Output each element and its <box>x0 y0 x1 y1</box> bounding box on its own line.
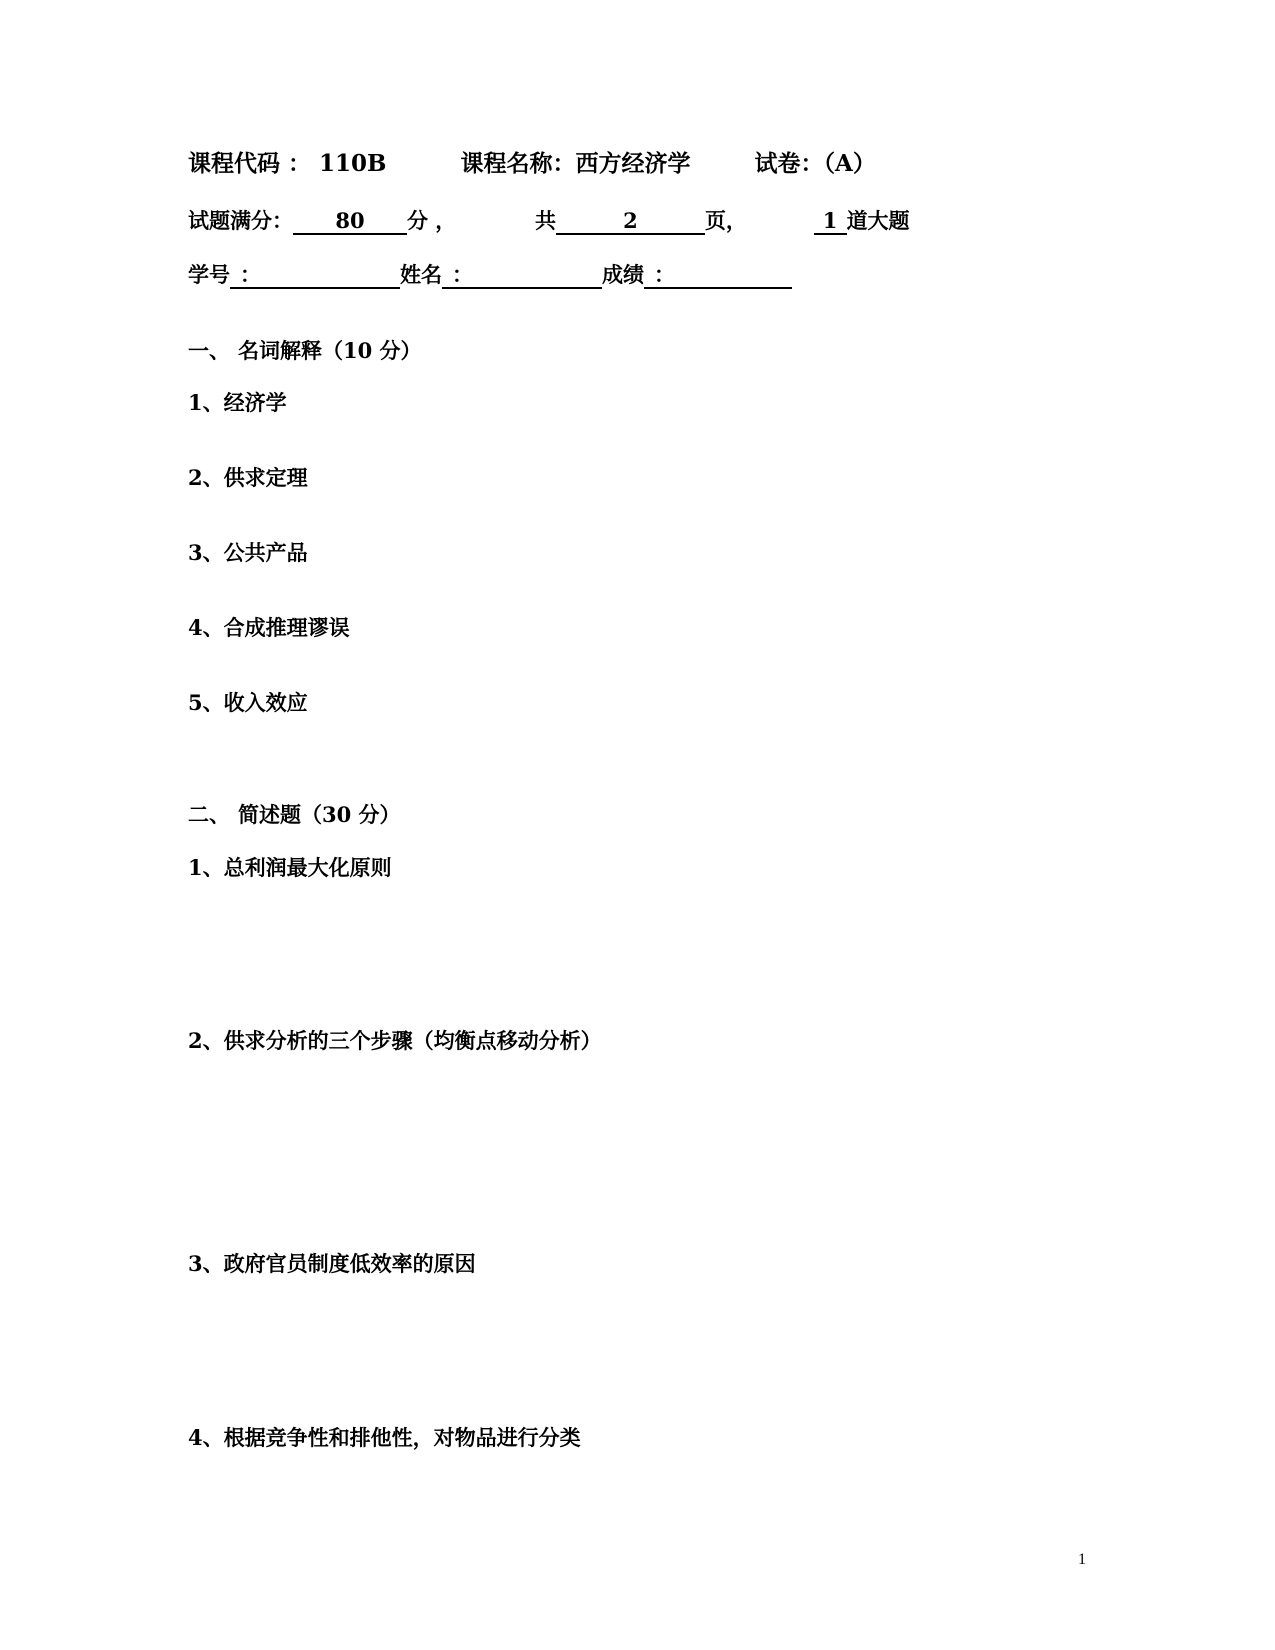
course-code: 110B <box>319 150 387 177</box>
course-name: 西方经济学 <box>575 150 691 177</box>
question-item: 5、收入效应 <box>188 690 308 715</box>
page-count: 2 <box>556 210 705 235</box>
question-item: 2、供求定理 <box>188 465 308 490</box>
student-info <box>188 264 792 289</box>
question-item: 1、经济学 <box>188 390 287 415</box>
score-unit: 分 ， <box>407 208 457 233</box>
full-score: 80 <box>293 210 407 235</box>
section-2-title: 简述题（30 分） <box>238 802 401 827</box>
pages-prefix: 共 <box>534 208 556 233</box>
section-2-heading <box>188 804 401 825</box>
question-count: 1 <box>814 210 847 235</box>
course-code-label: 课程代码 ： <box>188 150 312 177</box>
section-1-title: 名词解释（10 分） <box>238 338 422 363</box>
question-item: 1、总利润最大化原则 <box>188 855 392 880</box>
section-1-number: 一、 <box>188 338 230 363</box>
score-label: 试题满分： <box>188 208 293 233</box>
section-2-number: 二、 <box>188 802 230 827</box>
pages-unit: 页， <box>704 208 747 233</box>
paper-label: 试卷： <box>754 150 824 177</box>
question-item: 3、政府官员制度低效率的原因 <box>188 1251 476 1276</box>
grade-label: 成绩 <box>602 262 644 287</box>
student-name-label: 姓名 <box>400 262 442 287</box>
question-item: 4、合成推理谬误 <box>188 615 350 640</box>
grade-field[interactable]: ： <box>644 264 792 289</box>
question-item: 4、根据竞争性和排他性，对物品进行分类 <box>188 1425 581 1450</box>
section-1-heading <box>188 340 422 361</box>
paper-version: （A） <box>823 150 876 177</box>
question-item: 3、公共产品 <box>188 540 308 565</box>
student-name-field[interactable]: ： <box>442 264 602 289</box>
student-id-label: 学号 <box>188 262 230 287</box>
questions-unit: 道大题 <box>846 208 910 233</box>
exam-header <box>188 152 876 175</box>
question-item: 2、供求分析的三个步骤（均衡点移动分析） <box>188 1028 602 1053</box>
page-number: 1 <box>1078 1551 1086 1568</box>
exam-meta <box>188 210 910 235</box>
student-id-field[interactable]: ： <box>230 264 400 289</box>
course-name-label: 课程名称： <box>460 150 576 177</box>
